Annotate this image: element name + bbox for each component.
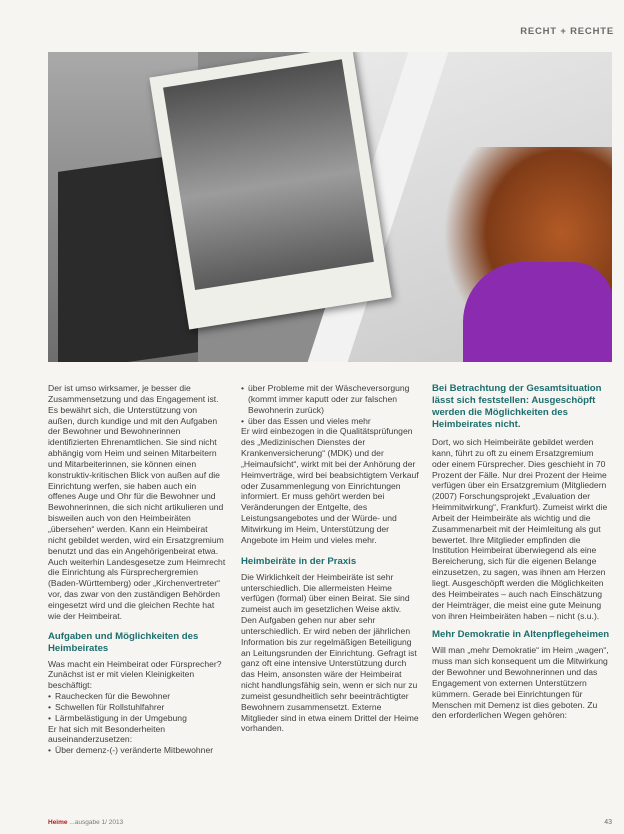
footer-left	[48, 819, 123, 826]
page-number: 43	[604, 819, 612, 826]
column-2	[241, 383, 419, 734]
col1-heading: Aufgaben und Möglichkeiten des Heimbeirates	[48, 630, 199, 654]
col1-list	[48, 691, 226, 724]
list-item: • über Probleme mit der Wäscheversorgung (kommt immer kaputt oder zur falschen Bewohnerin zurück)	[241, 383, 419, 416]
photo-polaroid-image	[163, 59, 374, 290]
list-item: • Schwellen für Rollstuhlfahrer	[48, 702, 226, 713]
column-3	[432, 383, 612, 721]
col2-para: Er wird einbezogen in die Qualitätsprüfungen des „Medizinischen Dienstes der Krankenversicherung“ (MDK) und der „Heimaufsicht“, wirkt mit bei der Anhörung der Heimverträge, wird bei beabsichtigtem Verkauf oder Zusammenlegung von Einrichtungen informiert. Er muss gehört werden bei Veränderungen der Entgelte, des Leistungsangebotes und der Würde- und Mitwirkung im Heim, Unterstützung der Angebote im Heim und vieles mehr.	[241, 426, 419, 545]
col3-heading: Bei Betrachtung der Gesamtsituation lässt sich feststellen: Ausgeschöpft werden die Möglichkeiten des Heimbeirates nicht.	[432, 383, 602, 430]
list-item: • Über demenz-(-) veränderte Mitbewohner	[48, 745, 226, 756]
photo-person-sweater	[463, 262, 612, 362]
list-item: • über das Essen und vieles mehr	[241, 416, 419, 427]
col1-after: Er hat sich mit Besonderheiten auseinanderzusetzen:	[48, 723, 166, 745]
col1-list-2	[48, 745, 226, 756]
col3-para2: Will man „mehr Demokratie“ im Heim „wagen“, muss man sich konsequent um die Mitwirkung der Bewohner und Bewohnerinnen und das Engagement von externen Unterstützern kümmern. Gerade bei Einrichtungen für Menschen mit Demenz ist dies geboten. Zu den erforderlichen Wegen gehören:	[432, 645, 609, 721]
list-item: • Lärmbelästigung in der Umgebung	[48, 713, 226, 724]
list-item: • Rauchecken für die Bewohner	[48, 691, 226, 702]
article-photo	[48, 52, 612, 362]
col3-heading-2: Mehr Demokratie in Altenpflegeheimen	[432, 629, 610, 641]
col2-para2: Die Wirklichkeit der Heimbeiräte ist sehr unterschiedlich. Die allermeisten Heime verfügen (formal) über einen Beirat. Sie sind zumeist auch im gesetzlichen Weise aktiv. Den Aufgaben gehen nur aber sehr unterschiedlich. Er wird neben der jährlichen Information bis zur regelmäßigen Beteiligung an Leitungsrunden der Einrichtung. Gefragt ist ganz oft eine intensive Unterstützung durch das Heim, ansonsten wäre der Heimbeirat nicht handlungsfähig sein, wenn er sich nur zu zumeist gesundheitlich sehr beeinträchtigter Bewohnern zusammensetzt. Externe Mitglieder sind in etwa einem Drittel der Heime vorhanden.	[241, 571, 419, 734]
header-section-label: RECHT + RECHTE	[520, 26, 614, 37]
col3-para: Dort, wo sich Heimbeiräte gebildet werden kann, führt zu oft zu einem Ersatzgremium oder einem Fürsprecher. Dies geschieht in 70 Prozent der Fälle. Nur drei Prozent der Heime verfügen über ein Ersatzgremium (Mitgliedern (2007) Forschungsprojekt „Evaluation der Heimmitwirkung“, Frankfurt). Zumeist wirkt die Arbeit der Heimbeiräte als wichtig und die Zusammenarbeit mit der Heimleitung als gut bewertet. Ihre Mitglieder empfinden die Institution Heimbeirat überwiegend als eine Bereicherung, sich für die eigenen Belange einzusetzen, zu sagen, was ihnen am Herzen liegt. Ausgeschöpft werden die Möglichkeiten des Heimbeirates – auch nach Einschätzung der Heimträger, die meist eine gute Meinung von ihren Heimbeiräten haben – nicht (s.u.).	[432, 437, 608, 621]
col2-list	[241, 383, 419, 426]
footer-brand: Heime	[48, 819, 68, 826]
footer-issue: ...ausgabe 1/ 2013	[69, 819, 124, 826]
col1-question: Was macht ein Heimbeirat oder Fürsprecher? Zunächst ist er mit vielen Kleinigkeiten beschäftigt:	[48, 658, 222, 691]
column-1	[48, 383, 226, 756]
photo-polaroid	[149, 52, 391, 329]
col2-heading: Heimbeiräte in der Praxis	[241, 555, 357, 567]
col1-intro: Der ist umso wirksamer, je besser die Zusammensetzung und das Engagement ist. Es bewährt sich, die Unterstützung von außen, durch kundige und mit den Aufgaben der Bewohner und Bewohnerinnen identifizierten Ehrenamtlichen. Sie sind nicht abhängig vom Heim und seinen Mitarbeitern und Mitarbeiterinnen, sie können einen konstruktiv-kritischen Blick von außen auf die Einrichtung werfen, sie haben auch ein offenes Auge und Ohr für die Bewohner und Bewohnerinnen, die sich nicht artikulieren und bisweilen auch von den Heimbeiräten „übersehen“ werden. Kann ein Heimbeirat nicht gebildet werden, wird ein Ersatzgremium benutzt und das ein Angehörigenbeirat etwa. Auch weiterhin Landesgesetze zum Heimrecht die Einrichtung als Fürsprechergremien (Baden-Württemberg) oder „Kirchenvertreter“ vor, das zwar von den zuständigen Behörden eingesetzt wird und die gleichen Rechte hat wie der Heimbeirat.	[48, 383, 226, 621]
